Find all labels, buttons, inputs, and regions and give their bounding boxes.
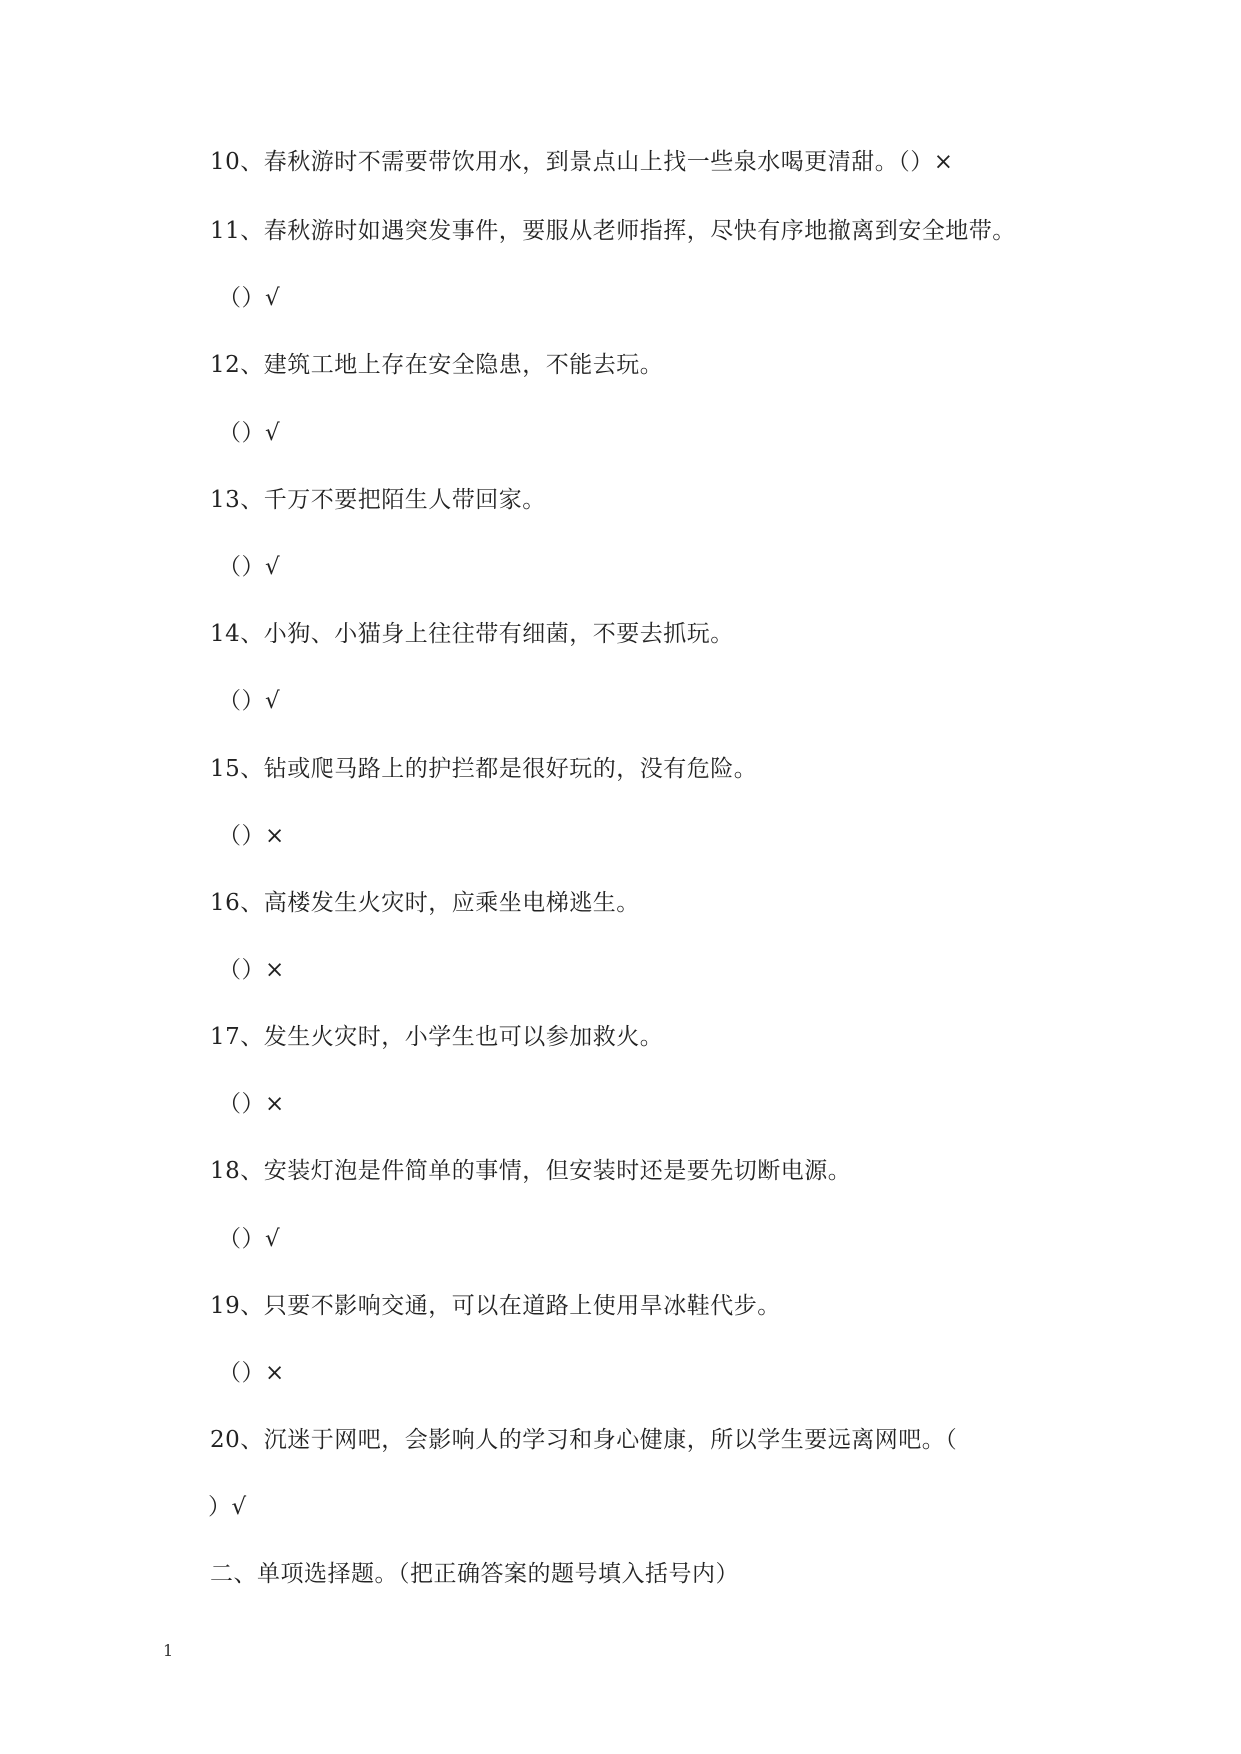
question-14: 14、小狗、小猫身上往往带有细菌，不要去抓玩。 bbox=[210, 621, 734, 647]
page-number: 1 bbox=[163, 1641, 174, 1660]
answer-13: （）√ bbox=[218, 554, 281, 580]
answer-16: （）× bbox=[218, 957, 285, 983]
question-10: 10、春秋游时不需要带饮用水，到景点山上找一些泉水喝更清甜。（）× bbox=[210, 149, 954, 175]
answer-12: （）√ bbox=[218, 420, 281, 446]
question-17: 17、发生火灾时，小学生也可以参加救火。 bbox=[210, 1024, 664, 1050]
question-20: 20、沉迷于网吧，会影响人的学习和身心健康，所以学生要远离网吧。（ bbox=[210, 1427, 958, 1453]
answer-15: （）× bbox=[218, 823, 285, 849]
section-heading: 二、单项选择题。（把正确答案的题号填入括号内） bbox=[210, 1561, 739, 1587]
answer-14: （）√ bbox=[218, 688, 281, 714]
question-18: 18、安装灯泡是件简单的事情，但安装时还是要先切断电源。 bbox=[210, 1158, 852, 1184]
question-12: 12、建筑工地上存在安全隐患，不能去玩。 bbox=[210, 352, 664, 378]
question-19: 19、只要不影响交通，可以在道路上使用旱冰鞋代步。 bbox=[210, 1293, 781, 1319]
answer-17: （）× bbox=[218, 1091, 285, 1117]
answer-20: ）√ bbox=[208, 1494, 247, 1520]
answer-11: （）√ bbox=[218, 285, 281, 311]
question-16: 16、高楼发生火灾时，应乘坐电梯逃生。 bbox=[210, 890, 640, 916]
answer-19: （）× bbox=[218, 1360, 285, 1386]
question-11: 11、春秋游时如遇突发事件，要服从老师指挥，尽快有序地撤离到安全地带。 bbox=[210, 218, 1016, 244]
question-13: 13、千万不要把陌生人带回家。 bbox=[210, 487, 546, 513]
question-15: 15、钻或爬马路上的护拦都是很好玩的，没有危险。 bbox=[210, 756, 758, 782]
answer-18: （）√ bbox=[218, 1226, 281, 1252]
